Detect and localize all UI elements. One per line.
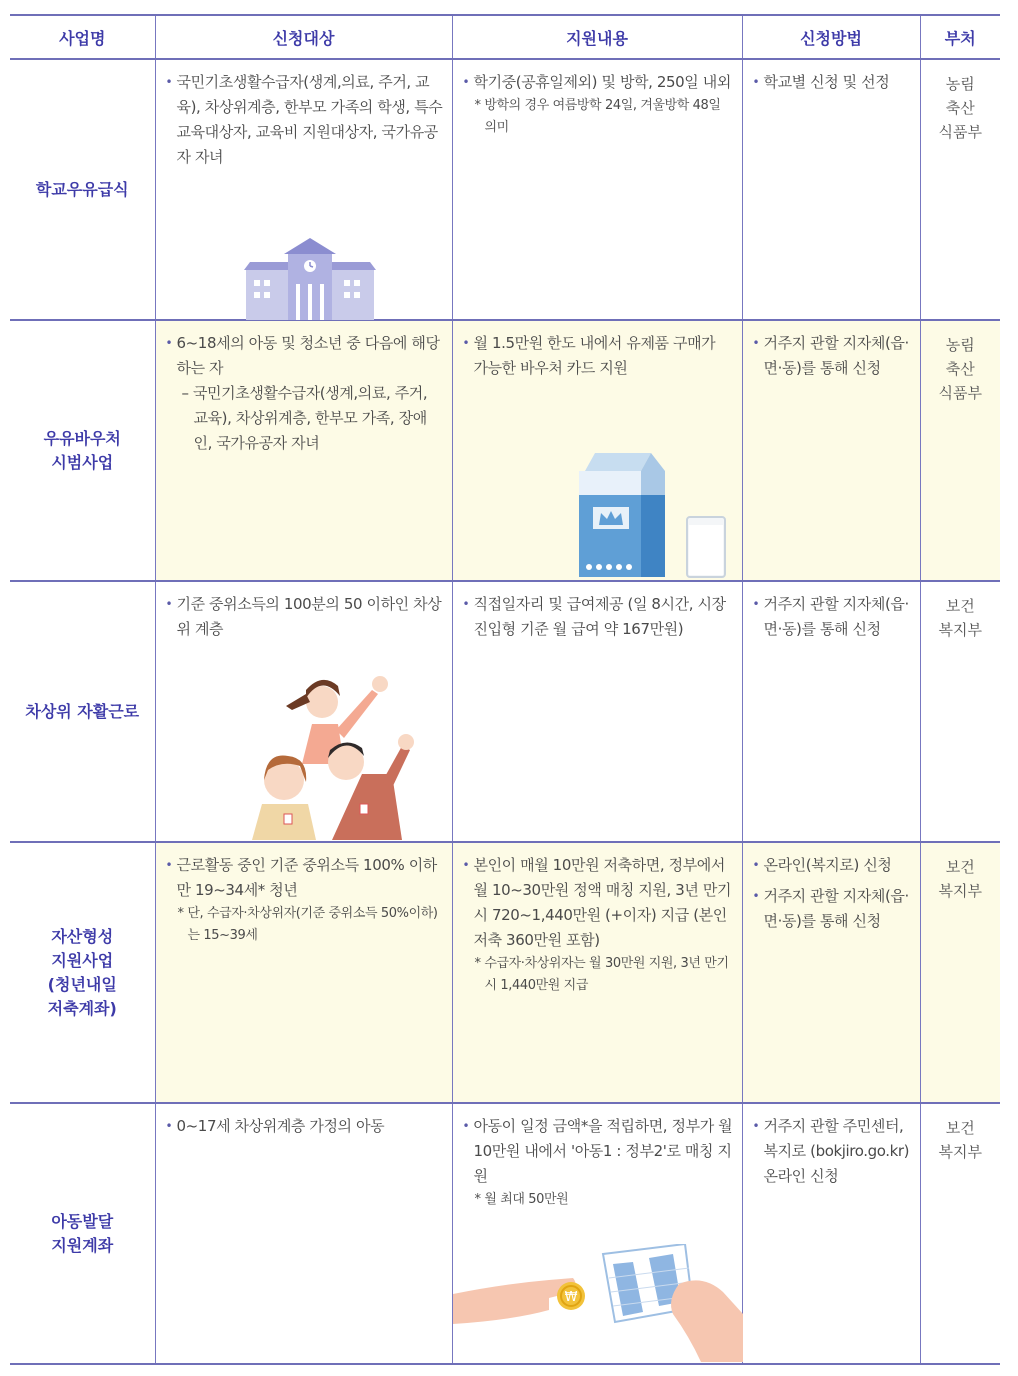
dept-cell: 농림 축산 식품부 xyxy=(920,320,1000,581)
target-cell xyxy=(155,842,452,1103)
program-name: 차상위 자활근로 xyxy=(10,581,155,842)
welfare-program-table xyxy=(10,14,1000,1365)
support-item: • 월 1.5만원 한도 내에서 유제품 구매가 가능한 바우처 카드 지원 xyxy=(463,331,734,381)
target-item: • 국민기초생활수급자(생계,의료, 주거, 교육), 차상위계층, 한부모 가족의 학생, 특수교육대상자, 교육비 지원대상자, 국가유공자 자녀 xyxy=(166,70,444,170)
hands-coin-and-passbook-icon xyxy=(453,1244,743,1362)
method-cell xyxy=(742,842,920,1103)
program-name: 우유바우처 시범사업 xyxy=(10,320,155,581)
program-name: 자산형성 지원사업 (청년내일 저축계좌) xyxy=(10,842,155,1103)
dept-cell: 농림 축산 식품부 xyxy=(920,59,1000,320)
target-cell xyxy=(155,581,452,842)
support-cell xyxy=(452,59,742,320)
school-building-icon xyxy=(244,238,376,320)
target-cell xyxy=(155,320,452,581)
method-cell xyxy=(742,59,920,320)
target-item: • 기준 중위소득의 100분의 50 이하인 차상위 계층 xyxy=(166,592,444,642)
table-row xyxy=(10,842,1000,1103)
table-row xyxy=(10,320,1000,581)
target-cell xyxy=(155,59,452,320)
support-item: • 학기중(공휴일제외) 및 방학, 250일 내외 xyxy=(463,70,734,95)
header-target: 신청대상 xyxy=(155,15,452,59)
cheering-workers-icon xyxy=(252,654,422,840)
support-item: • 본인이 매월 10만원 저축하면, 정부에서 월 10~30만원 정액 매칭 지원, 3년 만기시 720~1,440만원 (+이자) 지급 (본인 저축 360만원 포함) xyxy=(463,853,734,953)
header-program: 사업명 xyxy=(10,15,155,59)
support-cell xyxy=(452,842,742,1103)
target-cell xyxy=(155,1103,452,1364)
header-method: 신청방법 xyxy=(742,15,920,59)
dept-cell: 보건 복지부 xyxy=(920,842,1000,1103)
support-note: * 방학의 경우 여름방학 24일, 겨울방학 48일 의미 xyxy=(474,98,721,135)
target-item: • 0~17세 차상위계층 가정의 아동 xyxy=(166,1114,444,1139)
target-item: • 근로활동 중인 기준 중위소득 100% 이하 만 19~34세* 청년 xyxy=(166,853,444,903)
target-item: • 6~18세의 아동 및 청소년 중 다음에 해당하는 자 xyxy=(166,331,444,381)
method-cell xyxy=(742,581,920,842)
target-note: * 단, 수급자·차상위자(기준 중위소득 50%이하)는 15~39세 xyxy=(177,906,438,943)
support-cell xyxy=(452,581,742,842)
dept-cell: 보건 복지부 xyxy=(920,581,1000,842)
table-row xyxy=(10,1103,1000,1364)
milk-carton-and-glass-icon xyxy=(575,451,735,579)
method-item: • 온라인(복지로) 신청 xyxy=(753,853,912,878)
support-item: • 아동이 일정 금액*을 적립하면, 정부가 월 10만원 내에서 '아동1 : 정부2'로 매칭 지원 xyxy=(463,1114,734,1189)
header-dept: 부처 xyxy=(920,15,1000,59)
table-row xyxy=(10,581,1000,842)
target-subitem: – 국민기초생활수급자(생계,의료, 주거, 교육), 차상위계층, 한부모 가족, 장애인, 국가유공자 자녀 xyxy=(181,384,428,452)
support-cell xyxy=(452,1103,742,1364)
method-cell xyxy=(742,320,920,581)
method-item: • 거주지 관할 지자체(읍·면·동)를 통해 신청 xyxy=(753,331,912,381)
method-item: • 거주지 관할 지자체(읍·면·동)를 통해 신청 xyxy=(753,592,912,642)
program-name: 학교우유급식 xyxy=(10,59,155,320)
method-cell xyxy=(742,1103,920,1364)
table-row xyxy=(10,59,1000,320)
program-name: 아동발달 지원계좌 xyxy=(10,1103,155,1364)
won-coin-symbol: ₩ xyxy=(564,1290,577,1305)
dept-cell: 보건 복지부 xyxy=(920,1103,1000,1364)
support-note: * 월 최대 50만원 xyxy=(474,1192,569,1207)
method-item: • 학교별 신청 및 선정 xyxy=(753,70,912,95)
support-cell xyxy=(452,320,742,581)
support-note: * 수급자·차상위자는 월 30만원 지원, 3년 만기시 1,440만원 지급 xyxy=(474,956,729,993)
support-item: • 직접일자리 및 급여제공 (일 8시간, 시장진입형 기준 월 급여 약 167만원) xyxy=(463,592,734,642)
header-support: 지원내용 xyxy=(452,15,742,59)
method-item: • 거주지 관할 주민센터, 복지로 (bokjiro.go.kr) 온라인 신청 xyxy=(753,1114,912,1189)
method-item: • 거주지 관할 지자체(읍·면·동)를 통해 신청 xyxy=(753,884,912,934)
header-row xyxy=(10,15,1000,59)
